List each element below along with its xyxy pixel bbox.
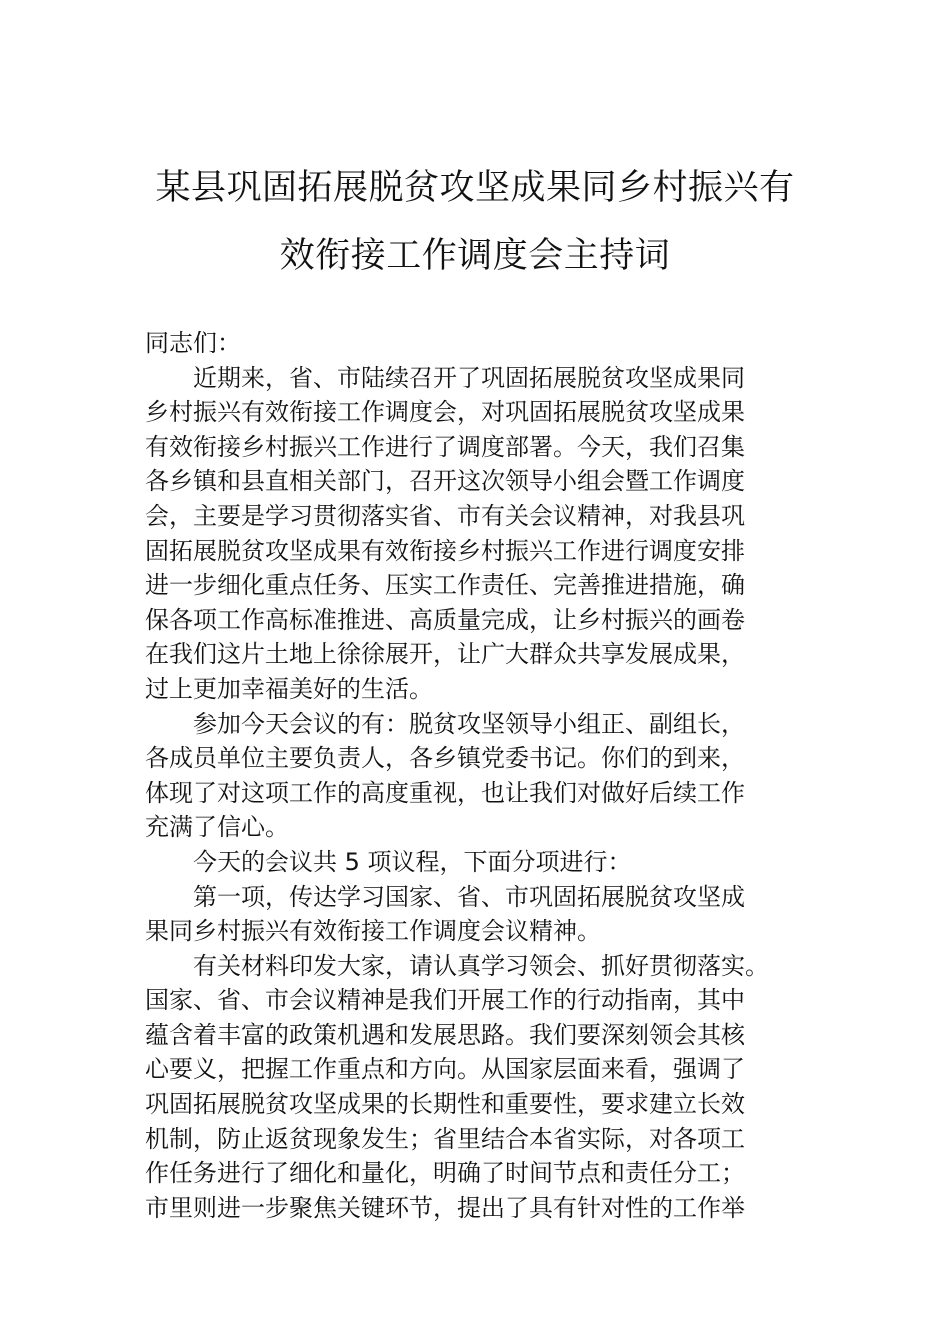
body-line: 各乡镇和县直相关部门，召开这次领导小组会暨工作调度 — [145, 467, 745, 496]
document-title-line-1: 某县巩固拓展脱贫攻坚成果同乡村振兴有 — [155, 168, 795, 208]
body-line: 参加今天会议的有：脱贫攻坚领导小组正、副组长， — [193, 709, 745, 738]
body-line: 作任务进行了细化和量化，明确了时间节点和责任分工； — [145, 1159, 745, 1188]
body-line: 近期来，省、市陆续召开了巩固拓展脱贫攻坚成果同 — [193, 363, 745, 392]
body-line: 过上更加幸福美好的生活。 — [145, 674, 433, 703]
body-line: 体现了对这项工作的高度重视，也让我们对做好后续工作 — [145, 778, 745, 807]
body-line: 巩固拓展脱贫攻坚成果的长期性和重要性，要求建立长效 — [145, 1090, 745, 1119]
body-line: 会，主要是学习贯彻落实省、市有关会议精神，对我县巩 — [145, 501, 745, 530]
document-body — [145, 326, 825, 1225]
body-line: 有效衔接乡村振兴工作进行了调度部署。今天，我们召集 — [145, 432, 745, 461]
body-line: 固拓展脱贫攻坚成果有效衔接乡村振兴工作进行调度安排 — [145, 536, 745, 565]
body-line: 机制，防止返贫现象发生；省里结合本省实际，对各项工 — [145, 1124, 745, 1153]
body-line: 果同乡村振兴有效衔接工作调度会议精神。 — [145, 917, 601, 946]
body-line: 国家、省、市会议精神是我们开展工作的行动指南，其中 — [145, 986, 745, 1015]
body-line: 心要义，把握工作重点和方向。从国家层面来看，强调了 — [145, 1055, 745, 1084]
body-line: 在我们这片土地上徐徐展开，让广大群众共享发展成果， — [145, 640, 745, 669]
body-line: 进一步细化重点任务、压实工作责任、完善推进措施，确 — [145, 571, 745, 600]
document-title-line-2: 效衔接工作调度会主持词 — [279, 236, 671, 276]
body-line: 市里则进一步聚焦关键环节，提出了具有针对性的工作举 — [145, 1193, 745, 1222]
body-line: 同志们： — [145, 329, 241, 357]
body-line: 充满了信心。 — [145, 813, 289, 842]
body-line: 乡村振兴有效衔接工作调度会，对巩固拓展脱贫攻坚成果 — [145, 398, 745, 427]
body-line: 今天的会议共 5 项议程，下面分项进行： — [193, 847, 632, 876]
body-line: 有关材料印发大家，请认真学习领会、抓好贯彻落实。 — [193, 951, 769, 980]
body-line: 第一项，传达学习国家、省、市巩固拓展脱贫攻坚成 — [193, 882, 745, 911]
body-line: 蕴含着丰富的政策机遇和发展思路。我们要深刻领会其核 — [145, 1020, 745, 1049]
body-line: 各成员单位主要负责人，各乡镇党委书记。你们的到来， — [145, 744, 745, 773]
body-line: 保各项工作高标准推进、高质量完成，让乡村振兴的画卷 — [145, 605, 745, 634]
